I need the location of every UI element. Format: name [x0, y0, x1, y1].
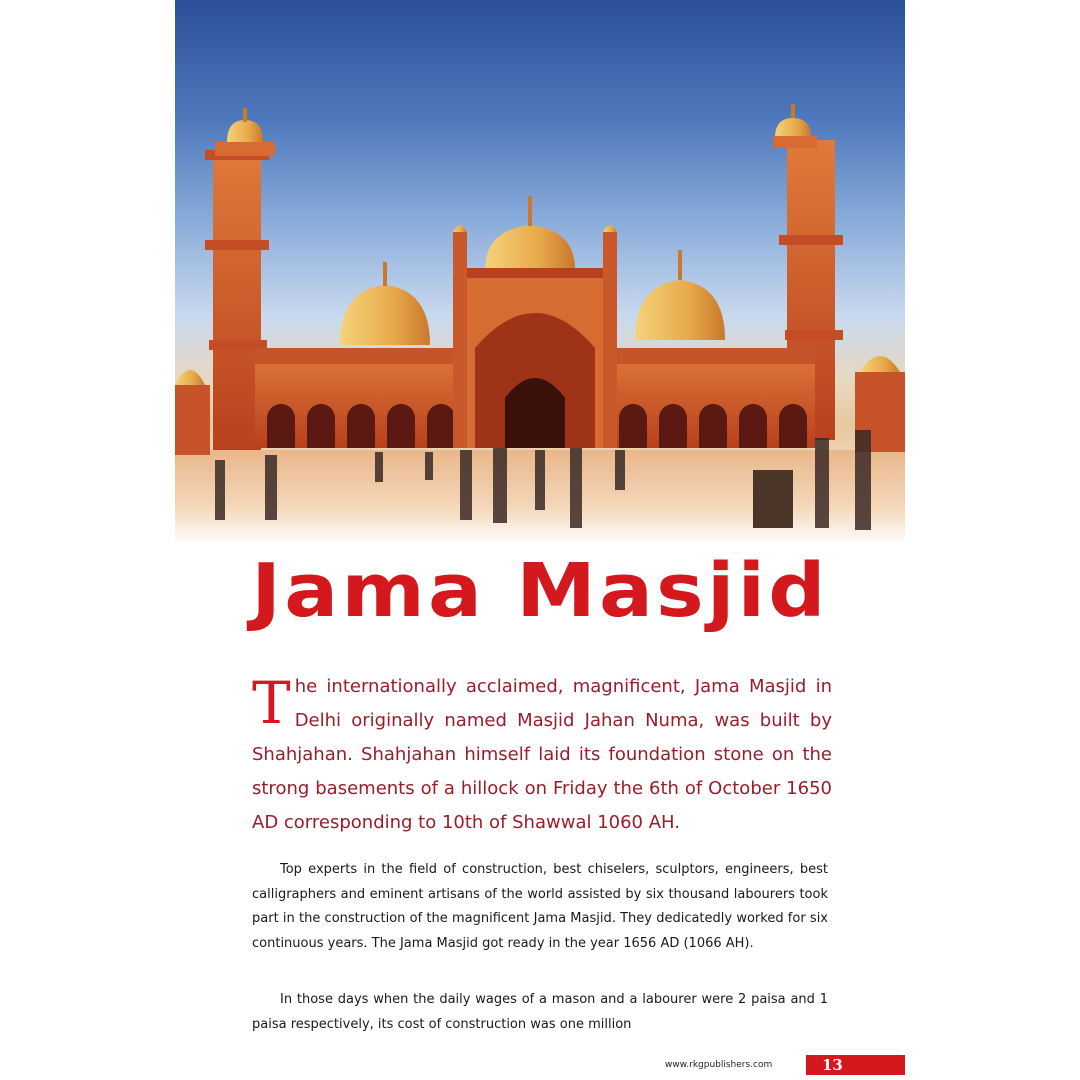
publisher-url: www.rkgpublishers.com — [665, 1060, 773, 1070]
lead-paragraph — [252, 670, 832, 840]
body-paragraph-1-text: Top experts in the field of construction, best chiselers, sculptors, engineers, best calligraphers and eminent artisans of the world assisted by six thousand labourers took part in the construction of the magnificent Jama Masjid. They dedicatedly worked for six continuous years. The Jama Masjid got ready in the year 1656 AD (1066 AH). — [252, 862, 828, 951]
body-paragraph-2 — [252, 988, 828, 1037]
page-number-bar — [805, 1055, 905, 1075]
mosque-illustration — [175, 0, 905, 545]
page-title: Jama Masjid — [251, 548, 829, 634]
lead-text: he internationally acclaimed, magnificent, Jama Masjid in Delhi originally named Masjid Jahan Numa, was built by Shahjahan. Shahjahan himself laid its foundation stone on the strong basements of a hillock on Friday the 6th of October 1650 AD corresponding to 10th of Shawwal 1060 AH. — [252, 676, 832, 833]
jama-masjid-photo — [175, 0, 905, 545]
footer-divider — [804, 1055, 806, 1075]
body-paragraph-2-text: In those days when the daily wages of a mason and a labourer were 2 paisa and 1 paisa respectively, its cost of construction was one million — [252, 992, 828, 1032]
body-paragraph-1 — [252, 858, 828, 956]
drop-cap: T — [252, 669, 291, 737]
page-number: 13 — [822, 1056, 843, 1074]
